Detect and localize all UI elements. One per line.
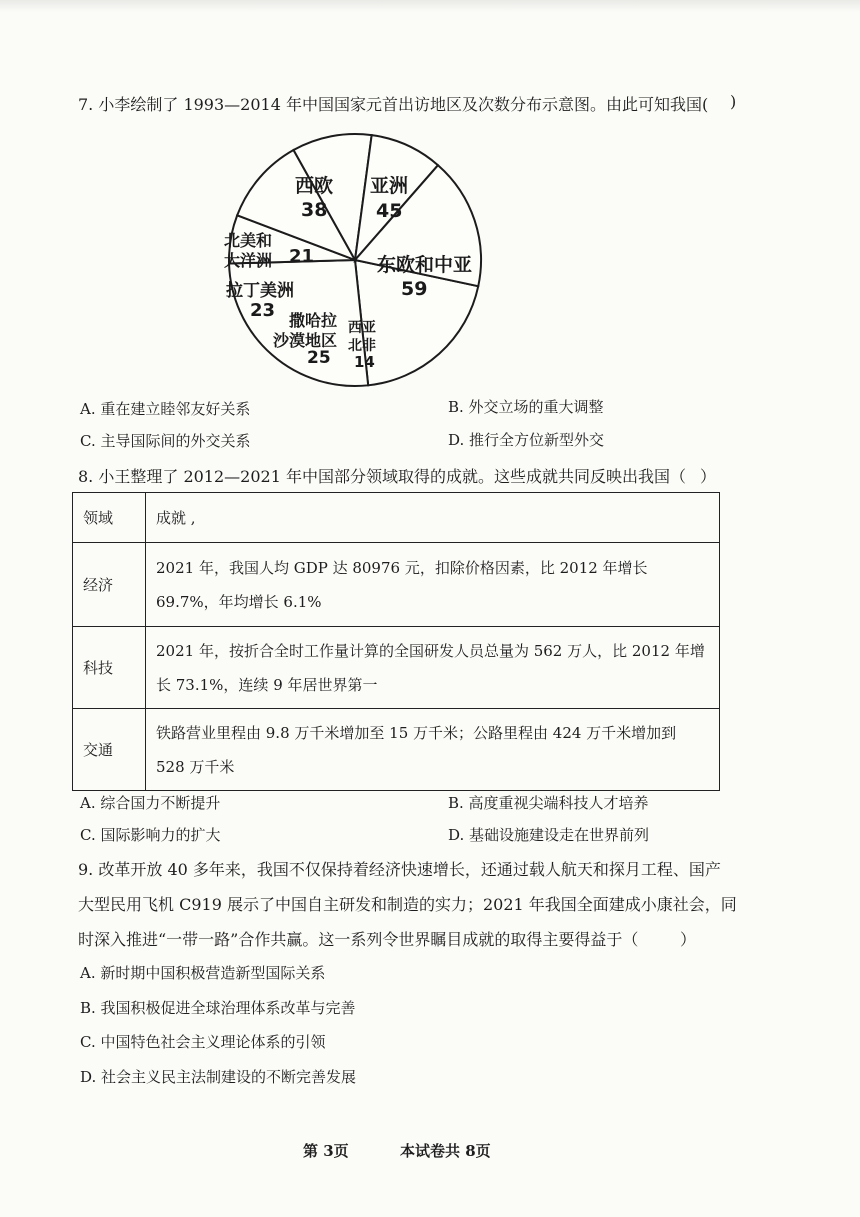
q7-option-a: A. 重在建立睦邻友好关系: [80, 400, 251, 418]
q9-line-1: 9. 改革开放 40 多年来，我国不仅保持着经济快速增长，还通过载人航天和探月工程、国产: [78, 860, 721, 879]
table-row: [73, 627, 720, 709]
table-row: [73, 709, 720, 791]
row-content: 2021 年，我国人均 GDP 达 80976 元，扣除价格因素，比 2012 年增长 69.7%，年均增长 6.1%: [146, 543, 720, 627]
label-ss-name1: 撒哈拉: [289, 311, 338, 330]
q8-option-b: B. 高度重视尖端科技人才培养: [448, 794, 649, 812]
row-content: 铁路营业里程由 9.8 万千米增加至 15 万千米；公路里程由 424 万千米增加到 528 万千米: [146, 709, 720, 791]
q7-answer-paren: ): [730, 92, 737, 111]
row-field: 交通: [73, 709, 146, 791]
label-we-value: 38: [301, 199, 328, 221]
q7-option-d: D. 推行全方位新型外交: [448, 431, 605, 449]
q8-option-d: D. 基础设施建设走在世界前列: [448, 826, 650, 844]
pie-chart: [215, 130, 500, 392]
q9-option-d: D. 社会主义民主法制建设的不断完善发展: [80, 1068, 357, 1086]
header-field: 领域: [73, 493, 146, 543]
label-ss-value: 25: [307, 348, 331, 368]
label-ee-value: 59: [401, 278, 428, 300]
label-na-name1: 北美和: [224, 231, 273, 250]
q9-answer-paren: ）: [680, 930, 697, 949]
q7-option-b: B. 外交立场的重大调整: [448, 398, 604, 416]
q7-stem: [78, 92, 708, 115]
q8-answer-paren: ）: [700, 467, 717, 486]
label-wa-value: 14: [354, 353, 375, 371]
label-ss-name2: 沙漠地区: [273, 331, 338, 350]
label-la-name: 拉丁美洲: [226, 281, 294, 301]
label-ee-name: 东欧和中亚: [377, 254, 473, 276]
footer-total-pages: 本试卷共 8页: [400, 1142, 491, 1160]
label-asia-value: 45: [376, 200, 403, 222]
table-row: [73, 543, 720, 627]
row-field: 经济: [73, 543, 146, 627]
label-na-name2: 大洋洲: [224, 251, 273, 270]
label-asia-name: 亚洲: [370, 175, 409, 197]
footer-page-number: 第 3页: [303, 1142, 349, 1160]
table-header-row: [73, 493, 720, 543]
q9-option-c: C. 中国特色社会主义理论体系的引领: [80, 1033, 326, 1051]
header-content: 成就 ,: [146, 493, 720, 543]
label-wa-name1: 西亚: [348, 320, 376, 336]
q7-option-c: C. 主导国际间的外交关系: [80, 432, 251, 450]
label-na-value: 21: [289, 246, 315, 267]
q9-option-b: B. 我国积极促进全球治理体系改革与完善: [80, 999, 356, 1017]
q9-line-3: 时深入推进“一带一路”合作共赢。这一系列令世界瞩目成就的取得主要得益于（: [78, 930, 639, 949]
q9-option-a: A. 新时期中国积极营造新型国际关系: [80, 964, 326, 982]
label-wa-name2: 北非: [348, 338, 376, 354]
pie-svg: [215, 130, 500, 392]
q7-stem-text: 7. 小李绘制了 1993—2014 年中国国家元首出访地区及次数分布示意图。由此可知我国(: [78, 95, 709, 114]
q8-stem: 8. 小王整理了 2012—2021 年中国部分领域取得的成就。这些成就共同反映出我国（: [78, 467, 686, 486]
q9-line-2: 大型民用飞机 C919 展示了中国自主研发和制造的实力；2021 年我国全面建成小康社会，同: [78, 895, 737, 914]
label-we-name: 西欧: [295, 175, 334, 197]
achievements-table: [72, 492, 720, 791]
q8-option-a: A. 综合国力不断提升: [80, 794, 221, 812]
row-content: 2021 年，按折合全时工作量计算的全国研发人员总量为 562 万人，比 2012 年增长 73.1%，连续 9 年居世界第一: [146, 627, 720, 709]
q8-option-c: C. 国际影响力的扩大: [80, 826, 221, 844]
label-la-value: 23: [250, 300, 276, 321]
row-field: 科技: [73, 627, 146, 709]
scan-edge: [0, 0, 860, 12]
